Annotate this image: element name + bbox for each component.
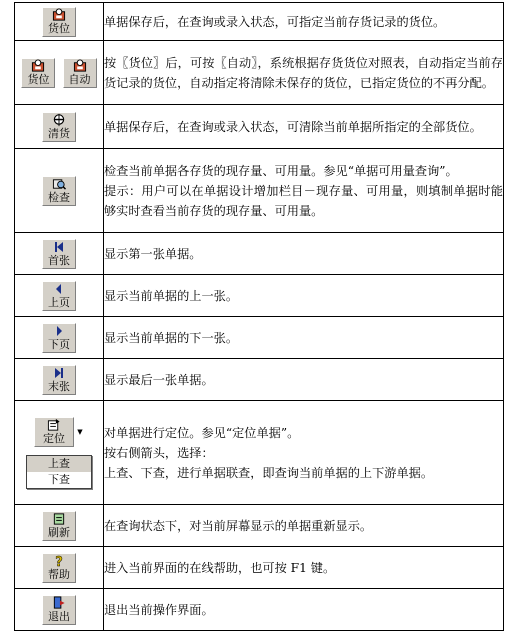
- icon-cell: [15, 105, 104, 149]
- icon-cell: [15, 41, 104, 105]
- icon-cell: [15, 3, 104, 41]
- description: 显示当前单据的上一张。: [104, 275, 504, 317]
- button-label: 帮助: [48, 567, 70, 581]
- description-line: 按右侧箭头，选择：: [104, 445, 214, 460]
- description: 在查询状态下，对当前屏幕显示的单据重新显示。: [104, 505, 504, 547]
- description: 按〖货位〗后，可按〖自动〗，系统根据存货货位对照表，自动指定当前存货记录的货位，自动指定将清除未保存的货位，已指定货位的不再分配。: [104, 41, 504, 105]
- description-line: 检查当前单据各存货的现存量、可用量。参见“单据可用量查询”。: [104, 163, 458, 178]
- table-row: [15, 547, 504, 589]
- next-button[interactable]: [42, 323, 76, 353]
- description: 显示最后一张单据。: [104, 359, 504, 401]
- auto-location-button[interactable]: [63, 58, 97, 88]
- dropdown-arrow-icon[interactable]: ▼: [77, 427, 83, 436]
- description-line: 对单据进行定位。参见“定位单据”。: [104, 425, 300, 440]
- exit-button[interactable]: [42, 595, 76, 625]
- table-row: [15, 275, 504, 317]
- location-icon: [30, 59, 46, 73]
- icon-cell: [15, 505, 104, 547]
- first-icon: [51, 240, 67, 254]
- last-icon: [51, 366, 67, 380]
- locate-icon: [46, 418, 62, 432]
- locate-dropdown-menu: [26, 455, 92, 489]
- clear-button[interactable]: [42, 112, 76, 142]
- button-label: 检查: [48, 190, 70, 204]
- icon-cell: [15, 547, 104, 589]
- table-row: [15, 233, 504, 275]
- description: [104, 149, 504, 233]
- location-button[interactable]: [42, 7, 76, 37]
- icon-cell: [15, 401, 104, 505]
- description: 单据保存后，在查询或录入状态，可指定当前存货记录的货位。: [104, 3, 504, 41]
- button-label: 货位: [48, 21, 70, 35]
- button-label: 清货: [48, 126, 70, 140]
- menu-item-down-query[interactable]: 下查: [48, 472, 70, 486]
- help-icon: [51, 554, 67, 568]
- help-button[interactable]: [42, 553, 76, 583]
- table-row: [15, 3, 504, 41]
- icon-cell: [15, 359, 104, 401]
- description-tip: 提示：用户可以在单据设计增加栏目－现存量、可用量，则填制单据时能够实时查看当前存货的现存量、可用量。: [104, 183, 503, 218]
- first-button[interactable]: [42, 239, 76, 269]
- svg-text:?: ?: [55, 554, 63, 568]
- menu-item-up-query[interactable]: 上查: [27, 456, 91, 472]
- icon-cell: [15, 149, 104, 233]
- icon-cell: [15, 275, 104, 317]
- description: 显示当前单据的下一张。: [104, 317, 504, 359]
- refresh-button[interactable]: [42, 511, 76, 541]
- description: 退出当前操作界面。: [104, 589, 504, 631]
- table-row: [15, 317, 504, 359]
- table-row: [15, 401, 504, 505]
- exit-icon: [51, 596, 67, 610]
- next-icon: [51, 324, 67, 338]
- button-label: 上页: [48, 295, 70, 309]
- button-label: 下页: [48, 337, 70, 351]
- button-label: 定位: [43, 431, 65, 445]
- table-row: [15, 589, 504, 631]
- icon-cell: [15, 233, 104, 275]
- table-row: [15, 105, 504, 149]
- button-label: 自动: [68, 72, 91, 86]
- auto-location-icon: [72, 59, 88, 73]
- check-button[interactable]: [42, 176, 76, 206]
- location-icon: [51, 8, 67, 22]
- table-row: [15, 359, 504, 401]
- description-line: 上查、下查，进行单据联查，即查询当前单据的上下游单据。: [104, 465, 434, 480]
- button-label: 首张: [48, 253, 70, 267]
- last-button[interactable]: [42, 365, 76, 395]
- button-label: 末张: [48, 379, 70, 393]
- location-button[interactable]: [21, 58, 55, 88]
- description: 进入当前界面的在线帮助，也可按 F1 键。: [104, 547, 504, 589]
- table-row: [15, 41, 504, 105]
- table-row: [15, 505, 504, 547]
- description: 显示第一张单据。: [104, 233, 504, 275]
- button-label: 退出: [48, 609, 70, 623]
- check-icon: [51, 177, 67, 191]
- icon-cell: [15, 589, 104, 631]
- toolbar-reference-table: [14, 2, 504, 631]
- table-row: [15, 149, 504, 233]
- locate-button[interactable]: [34, 417, 74, 447]
- clear-icon: [51, 113, 67, 127]
- icon-cell: [15, 317, 104, 359]
- prev-icon: [51, 282, 67, 296]
- description: [104, 401, 504, 505]
- description: 单据保存后，在查询或录入状态，可清除当前单据所指定的全部货位。: [104, 105, 504, 149]
- button-label: 刷新: [48, 525, 70, 539]
- button-label: 货位: [27, 72, 50, 86]
- refresh-icon: [51, 512, 67, 526]
- prev-button[interactable]: [42, 281, 76, 311]
